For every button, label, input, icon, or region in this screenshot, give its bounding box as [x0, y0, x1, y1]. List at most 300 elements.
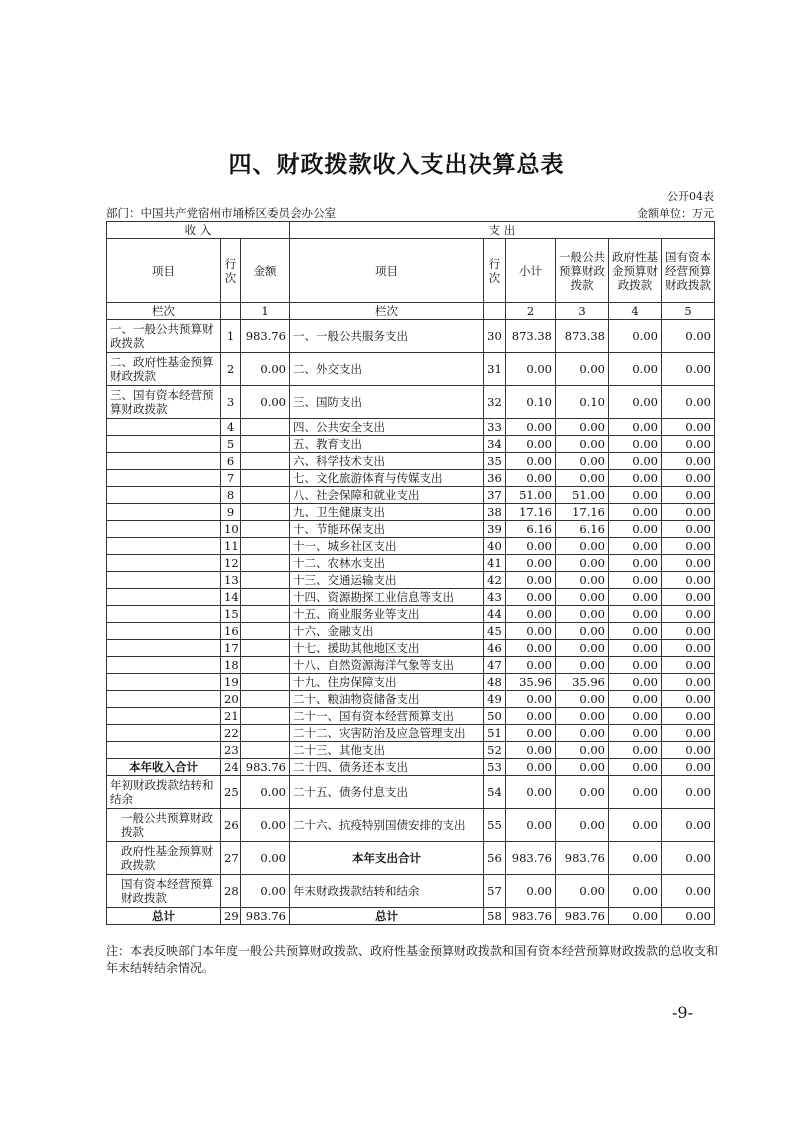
table-row	[107, 320, 715, 353]
table-row	[107, 606, 715, 623]
expense-item-cell: 二十、粮油物资储备支出	[290, 691, 484, 708]
subtotal-cell: 0.00	[506, 809, 556, 842]
subtotal-cell: 35.96	[506, 674, 556, 691]
income-amount-cell	[241, 640, 290, 657]
income-amount-cell: 983.76	[241, 908, 290, 925]
expense-line-cell: 54	[484, 776, 506, 809]
state-capital-cell: 0.00	[662, 589, 715, 606]
general-budget-cell: 0.00	[556, 555, 609, 572]
income-amount-cell: 0.00	[241, 842, 290, 875]
page-title: 四、财政拨款收入支出决算总表	[228, 151, 565, 178]
expense-item-cell: 三、国防支出	[290, 386, 484, 419]
income-amount-cell	[241, 691, 290, 708]
table-row	[107, 708, 715, 725]
empty-cell	[221, 303, 241, 320]
expense-line-cell: 49	[484, 691, 506, 708]
income-amount-cell	[241, 623, 290, 640]
general-budget-cell: 51.00	[556, 487, 609, 504]
fund-budget-cell: 0.00	[609, 386, 662, 419]
income-item-cell	[107, 453, 221, 470]
fund-budget-cell: 0.00	[609, 640, 662, 657]
general-budget-cell: 35.96	[556, 674, 609, 691]
income-amount-cell: 0.00	[241, 776, 290, 809]
state-capital-cell: 0.00	[662, 674, 715, 691]
expense-item-cell: 十二、农林水支出	[290, 555, 484, 572]
expense-item-cell: 十一、城乡社区支出	[290, 538, 484, 555]
fund-budget-cell: 0.00	[609, 606, 662, 623]
expense-line-cell: 46	[484, 640, 506, 657]
fund-budget-cell: 0.00	[609, 809, 662, 842]
col-index-3: 3	[556, 303, 609, 320]
fund-budget-cell: 0.00	[609, 572, 662, 589]
income-amount-cell	[241, 555, 290, 572]
expense-line-cell: 31	[484, 353, 506, 386]
general-budget-cell: 0.00	[556, 572, 609, 589]
fund-budget-cell: 0.00	[609, 504, 662, 521]
fund-budget-cell: 0.00	[609, 538, 662, 555]
fund-budget-cell: 0.00	[609, 657, 662, 674]
general-budget-cell: 0.00	[556, 657, 609, 674]
general-budget-header: 一般公共预算财政拨款	[556, 239, 609, 303]
expense-line-cell: 43	[484, 589, 506, 606]
expense-item-cell: 总计	[290, 908, 484, 925]
fund-budget-cell: 0.00	[609, 623, 662, 640]
general-budget-cell: 0.00	[556, 708, 609, 725]
income-amount-cell	[241, 742, 290, 759]
table-row	[107, 436, 715, 453]
table-row	[107, 555, 715, 572]
expense-item-cell: 十四、资源勘探工业信息等支出	[290, 589, 484, 606]
expense-item-cell: 十八、自然资源海洋气象等支出	[290, 657, 484, 674]
income-line-cell: 27	[221, 842, 241, 875]
table-row	[107, 419, 715, 436]
subtotal-cell: 0.10	[506, 386, 556, 419]
income-amount-cell	[241, 572, 290, 589]
expense-line-cell: 30	[484, 320, 506, 353]
income-item-cell	[107, 487, 221, 504]
subtotal-header: 小计	[506, 239, 556, 303]
table-row	[107, 725, 715, 742]
income-item-cell	[107, 674, 221, 691]
state-capital-cell: 0.00	[662, 504, 715, 521]
subtotal-cell: 6.16	[506, 521, 556, 538]
expense-line-cell: 35	[484, 453, 506, 470]
expense-item-cell: 六、科学技术支出	[290, 453, 484, 470]
income-line-header: 行次	[221, 239, 241, 303]
general-budget-cell: 0.00	[556, 742, 609, 759]
fund-budget-cell: 0.00	[609, 419, 662, 436]
income-line-cell: 23	[221, 742, 241, 759]
subtotal-cell: 0.00	[506, 742, 556, 759]
table-row	[107, 538, 715, 555]
general-budget-cell: 0.00	[556, 589, 609, 606]
table-row	[107, 504, 715, 521]
income-line-cell: 5	[221, 436, 241, 453]
subtotal-cell: 0.00	[506, 776, 556, 809]
income-line-cell: 2	[221, 353, 241, 386]
state-capital-cell: 0.00	[662, 606, 715, 623]
fund-budget-cell: 0.00	[609, 453, 662, 470]
unit-label: 金额单位：万元	[637, 207, 714, 220]
state-capital-cell: 0.00	[662, 691, 715, 708]
expense-line-cell: 57	[484, 875, 506, 908]
income-amount-cell	[241, 504, 290, 521]
income-amount-cell	[241, 453, 290, 470]
subtotal-cell: 0.00	[506, 555, 556, 572]
expense-line-cell: 39	[484, 521, 506, 538]
state-capital-cell: 0.00	[662, 623, 715, 640]
form-code: 公开04表	[667, 190, 714, 203]
expense-item-cell: 二、外交支出	[290, 353, 484, 386]
table-row	[107, 623, 715, 640]
expense-item-cell: 十三、交通运输支出	[290, 572, 484, 589]
expense-header: 支 出	[290, 222, 715, 239]
col-label: 栏次	[107, 303, 221, 320]
fund-budget-cell: 0.00	[609, 674, 662, 691]
income-amount-cell: 0.00	[241, 809, 290, 842]
general-budget-cell: 0.00	[556, 419, 609, 436]
header-row	[107, 239, 715, 303]
expense-line-cell: 32	[484, 386, 506, 419]
subtotal-cell: 0.00	[506, 353, 556, 386]
income-item-cell	[107, 640, 221, 657]
income-item-cell	[107, 589, 221, 606]
general-budget-cell: 0.00	[556, 691, 609, 708]
expense-line-cell: 38	[484, 504, 506, 521]
income-line-cell: 25	[221, 776, 241, 809]
general-budget-cell: 17.16	[556, 504, 609, 521]
general-budget-cell: 0.00	[556, 353, 609, 386]
table-row	[107, 657, 715, 674]
income-item-cell	[107, 419, 221, 436]
income-amount-header: 金额	[241, 239, 290, 303]
subtotal-cell: 0.00	[506, 657, 556, 674]
state-capital-cell: 0.00	[662, 487, 715, 504]
page-number: -9-	[672, 1003, 693, 1022]
table-row	[107, 674, 715, 691]
income-line-cell: 19	[221, 674, 241, 691]
income-item-cell	[107, 708, 221, 725]
income-line-cell: 7	[221, 470, 241, 487]
income-line-cell: 24	[221, 759, 241, 776]
income-line-cell: 10	[221, 521, 241, 538]
income-item-cell	[107, 521, 221, 538]
fund-budget-cell: 0.00	[609, 470, 662, 487]
income-amount-cell	[241, 725, 290, 742]
income-header: 收 入	[107, 222, 290, 239]
expense-item-cell: 二十六、抗疫特别国债安排的支出	[290, 809, 484, 842]
general-budget-cell: 0.00	[556, 470, 609, 487]
income-amount-cell	[241, 470, 290, 487]
empty-cell	[484, 303, 506, 320]
income-item-cell: 二、政府性基金预算财政拨款	[107, 353, 221, 386]
income-item-cell: 总计	[107, 908, 221, 925]
state-capital-cell: 0.00	[662, 320, 715, 353]
state-capital-cell: 0.00	[662, 470, 715, 487]
subtotal-cell: 0.00	[506, 725, 556, 742]
fund-budget-cell: 0.00	[609, 759, 662, 776]
table-row	[107, 453, 715, 470]
income-line-cell: 11	[221, 538, 241, 555]
income-item-cell: 国有资本经营预算财政拨款	[107, 875, 221, 908]
income-item-cell	[107, 606, 221, 623]
fund-budget-header: 政府性基金预算财政拨款	[609, 239, 662, 303]
income-line-cell: 28	[221, 875, 241, 908]
fund-budget-cell: 0.00	[609, 320, 662, 353]
income-item-cell	[107, 538, 221, 555]
income-amount-cell: 983.76	[241, 320, 290, 353]
state-capital-cell: 0.00	[662, 453, 715, 470]
income-amount-cell	[241, 674, 290, 691]
expense-item-cell: 七、文化旅游体育与传媒支出	[290, 470, 484, 487]
expense-item-cell: 十七、援助其他地区支出	[290, 640, 484, 657]
expense-line-cell: 41	[484, 555, 506, 572]
expense-item-cell: 一、一般公共服务支出	[290, 320, 484, 353]
table-row	[107, 353, 715, 386]
state-capital-cell: 0.00	[662, 725, 715, 742]
table-row	[107, 842, 715, 875]
income-item-cell: 一般公共预算财政拨款	[107, 809, 221, 842]
general-budget-cell: 0.00	[556, 640, 609, 657]
income-item-cell	[107, 742, 221, 759]
subtotal-cell: 51.00	[506, 487, 556, 504]
table-row	[107, 386, 715, 419]
subtotal-cell: 983.76	[506, 908, 556, 925]
income-amount-cell	[241, 538, 290, 555]
expense-item-cell: 十、节能环保支出	[290, 521, 484, 538]
expense-item-cell: 十九、住房保障支出	[290, 674, 484, 691]
income-item-cell	[107, 623, 221, 640]
expense-line-cell: 42	[484, 572, 506, 589]
expense-item-cell: 二十三、其他支出	[290, 742, 484, 759]
income-line-cell: 21	[221, 708, 241, 725]
income-item-header: 项目	[107, 239, 221, 303]
income-amount-cell	[241, 657, 290, 674]
general-budget-cell: 0.00	[556, 453, 609, 470]
state-capital-cell: 0.00	[662, 436, 715, 453]
fund-budget-cell: 0.00	[609, 436, 662, 453]
subtotal-cell: 0.00	[506, 419, 556, 436]
subtotal-cell: 0.00	[506, 589, 556, 606]
state-capital-cell: 0.00	[662, 353, 715, 386]
subtotal-cell: 0.00	[506, 623, 556, 640]
income-item-cell	[107, 725, 221, 742]
expense-line-cell: 36	[484, 470, 506, 487]
fund-budget-cell: 0.00	[609, 691, 662, 708]
state-capital-cell: 0.00	[662, 386, 715, 419]
expense-line-cell: 58	[484, 908, 506, 925]
subtotal-cell: 0.00	[506, 759, 556, 776]
fund-budget-cell: 0.00	[609, 725, 662, 742]
column-index-row	[107, 303, 715, 320]
col-index-2: 2	[506, 303, 556, 320]
state-capital-cell: 0.00	[662, 640, 715, 657]
table-row	[107, 521, 715, 538]
table-row	[107, 691, 715, 708]
subtotal-cell: 0.00	[506, 691, 556, 708]
state-capital-cell: 0.00	[662, 776, 715, 809]
expense-line-cell: 50	[484, 708, 506, 725]
income-item-cell	[107, 657, 221, 674]
header-row-group	[107, 222, 715, 239]
income-item-cell: 一、一般公共预算财政拨款	[107, 320, 221, 353]
expense-item-cell: 本年支出合计	[290, 842, 484, 875]
income-line-cell: 3	[221, 386, 241, 419]
state-capital-cell: 0.00	[662, 742, 715, 759]
fund-budget-cell: 0.00	[609, 521, 662, 538]
general-budget-cell: 0.00	[556, 623, 609, 640]
general-budget-cell: 983.76	[556, 908, 609, 925]
income-amount-cell	[241, 521, 290, 538]
state-capital-cell: 0.00	[662, 657, 715, 674]
general-budget-cell: 0.00	[556, 776, 609, 809]
general-budget-cell: 0.00	[556, 875, 609, 908]
expense-item-cell: 二十一、国有资本经营预算支出	[290, 708, 484, 725]
state-capital-cell: 0.00	[662, 759, 715, 776]
expense-item-cell: 五、教育支出	[290, 436, 484, 453]
state-capital-cell: 0.00	[662, 521, 715, 538]
subtotal-cell: 0.00	[506, 875, 556, 908]
expense-item-header: 项目	[290, 239, 484, 303]
state-capital-cell: 0.00	[662, 538, 715, 555]
income-item-cell: 三、国有资本经营预算财政拨款	[107, 386, 221, 419]
subtotal-cell: 0.00	[506, 708, 556, 725]
fund-budget-cell: 0.00	[609, 776, 662, 809]
budget-table	[106, 221, 715, 925]
col-index-5: 5	[662, 303, 715, 320]
subtotal-cell: 0.00	[506, 470, 556, 487]
expense-line-cell: 34	[484, 436, 506, 453]
income-amount-cell	[241, 436, 290, 453]
expense-line-cell: 44	[484, 606, 506, 623]
income-line-cell: 14	[221, 589, 241, 606]
col-index-4: 4	[609, 303, 662, 320]
expense-item-cell: 八、社会保障和就业支出	[290, 487, 484, 504]
income-line-cell: 4	[221, 419, 241, 436]
fund-budget-cell: 0.00	[609, 555, 662, 572]
income-amount-cell	[241, 589, 290, 606]
general-budget-cell: 0.00	[556, 809, 609, 842]
income-amount-cell	[241, 606, 290, 623]
state-capital-cell: 0.00	[662, 708, 715, 725]
general-budget-cell: 0.00	[556, 436, 609, 453]
expense-item-cell: 十五、商业服务业等支出	[290, 606, 484, 623]
income-item-cell	[107, 504, 221, 521]
fund-budget-cell: 0.00	[609, 742, 662, 759]
income-item-cell	[107, 691, 221, 708]
expense-item-cell: 二十二、灾害防治及应急管理支出	[290, 725, 484, 742]
expense-line-cell: 47	[484, 657, 506, 674]
income-line-cell: 13	[221, 572, 241, 589]
fund-budget-cell: 0.00	[609, 708, 662, 725]
col-index-1: 1	[241, 303, 290, 320]
income-line-cell: 9	[221, 504, 241, 521]
expense-line-cell: 45	[484, 623, 506, 640]
state-capital-header: 国有资本经营预算财政拨款	[662, 239, 715, 303]
expense-line-cell: 56	[484, 842, 506, 875]
income-amount-cell	[241, 708, 290, 725]
subtotal-cell: 0.00	[506, 572, 556, 589]
expense-line-cell: 33	[484, 419, 506, 436]
table-row	[107, 470, 715, 487]
table-row	[107, 487, 715, 504]
income-item-cell	[107, 555, 221, 572]
income-item-cell	[107, 572, 221, 589]
expense-line-cell: 52	[484, 742, 506, 759]
expense-line-cell: 55	[484, 809, 506, 842]
general-budget-cell: 0.00	[556, 725, 609, 742]
expense-line-header: 行次	[484, 239, 506, 303]
income-line-cell: 26	[221, 809, 241, 842]
table-row	[107, 776, 715, 809]
income-line-cell: 18	[221, 657, 241, 674]
subtotal-cell: 0.00	[506, 436, 556, 453]
state-capital-cell: 0.00	[662, 875, 715, 908]
expense-item-cell: 二十五、债务付息支出	[290, 776, 484, 809]
fund-budget-cell: 0.00	[609, 487, 662, 504]
general-budget-cell: 0.00	[556, 606, 609, 623]
income-line-cell: 15	[221, 606, 241, 623]
table-row	[107, 759, 715, 776]
expense-item-cell: 二十四、债务还本支出	[290, 759, 484, 776]
expense-line-cell: 53	[484, 759, 506, 776]
income-line-cell: 22	[221, 725, 241, 742]
subtotal-cell: 0.00	[506, 640, 556, 657]
subtotal-cell: 983.76	[506, 842, 556, 875]
general-budget-cell: 873.38	[556, 320, 609, 353]
table-row	[107, 809, 715, 842]
income-amount-cell: 0.00	[241, 875, 290, 908]
department-label: 部门：中国共产党宿州市埇桥区委员会办公室	[106, 206, 336, 220]
income-line-cell: 20	[221, 691, 241, 708]
fund-budget-cell: 0.00	[609, 875, 662, 908]
expense-line-cell: 48	[484, 674, 506, 691]
subtotal-cell: 0.00	[506, 606, 556, 623]
income-amount-cell: 983.76	[241, 759, 290, 776]
income-amount-cell: 0.00	[241, 353, 290, 386]
income-line-cell: 1	[221, 320, 241, 353]
income-line-cell: 12	[221, 555, 241, 572]
state-capital-cell: 0.00	[662, 842, 715, 875]
income-line-cell: 17	[221, 640, 241, 657]
table-row	[107, 875, 715, 908]
income-line-cell: 8	[221, 487, 241, 504]
state-capital-cell: 0.00	[662, 809, 715, 842]
state-capital-cell: 0.00	[662, 908, 715, 925]
table-row	[107, 589, 715, 606]
expense-line-cell: 51	[484, 725, 506, 742]
income-item-cell: 政府性基金预算财政拨款	[107, 842, 221, 875]
col-label: 栏次	[290, 303, 484, 320]
fund-budget-cell: 0.00	[609, 908, 662, 925]
general-budget-cell: 0.00	[556, 538, 609, 555]
income-amount-cell	[241, 487, 290, 504]
table-row	[107, 908, 715, 925]
table-note: 注：本表反映部门本年度一般公共预算财政拨款、政府性基金预算财政拨款和国有资本经营预算财政拨款的总收支和年末结转结余情况。	[106, 944, 719, 975]
income-item-cell: 本年收入合计	[107, 759, 221, 776]
expense-item-cell: 四、公共安全支出	[290, 419, 484, 436]
general-budget-cell: 983.76	[556, 842, 609, 875]
income-line-cell: 29	[221, 908, 241, 925]
income-item-cell: 年初财政拨款结转和结余	[107, 776, 221, 809]
fund-budget-cell: 0.00	[609, 353, 662, 386]
income-amount-cell: 0.00	[241, 386, 290, 419]
subtotal-cell: 0.00	[506, 453, 556, 470]
subtotal-cell: 17.16	[506, 504, 556, 521]
table-row	[107, 572, 715, 589]
table-row	[107, 742, 715, 759]
income-item-cell	[107, 436, 221, 453]
